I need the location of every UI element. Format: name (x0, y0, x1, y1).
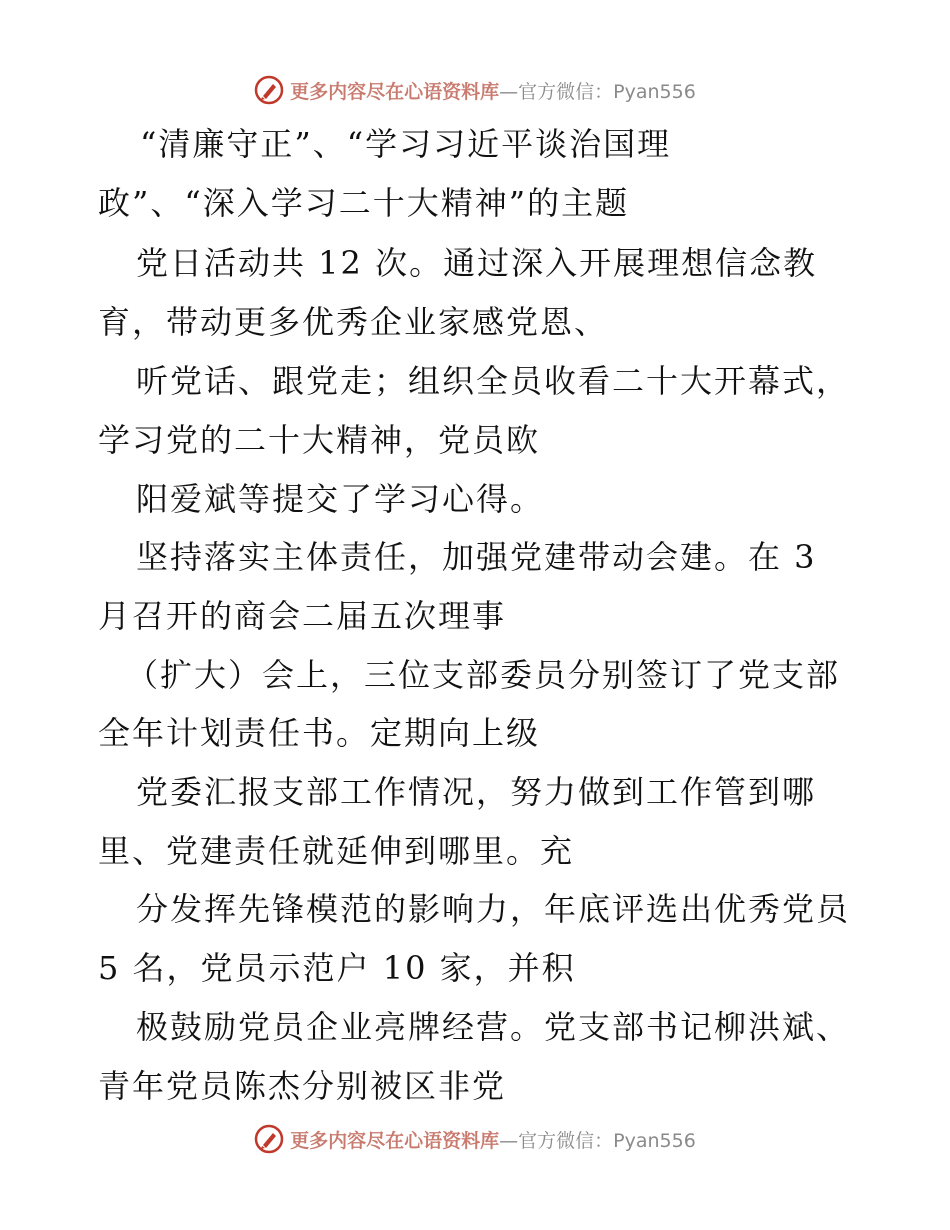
text-line: 育，带动更多优秀企业家感党恩、 (98, 303, 609, 341)
banner-site-text: 更多内容尽在心语资料库 (290, 1129, 500, 1152)
banner-wechat-text: —官方微信：Pyan556 (499, 1129, 696, 1152)
text-line: 党委汇报支部工作情况，努力做到工作管到哪 (136, 773, 817, 811)
text-line: 阳爱斌等提交了学习心得。 (136, 480, 545, 518)
text-line: 学习党的二十大精神，党员欧 (98, 421, 541, 459)
text-line: 听党话、跟党走；组织全员收看二十大开幕式， (136, 362, 851, 400)
banner-wechat-text: —官方微信：Pyan556 (499, 80, 696, 103)
pen-logo-icon (254, 1124, 284, 1154)
header-banner (0, 72, 950, 108)
text-line: （扩大）会上，三位支部委员分别签订了党支部 (126, 656, 841, 694)
banner-site-text: 更多内容尽在心语资料库 (290, 80, 500, 103)
text-line: 全年计划责任书。定期向上级 (98, 714, 541, 752)
text-line: 政”、“深入学习二十大精神”的主题 (98, 184, 630, 222)
text-line: “清廉守正”、“学习习近平谈治国理 (140, 125, 672, 163)
text-line: 青年党员陈杰分别被区非党 (98, 1067, 507, 1105)
pen-logo-icon (254, 75, 284, 105)
text-line: 极鼓励党员企业亮牌经营。党支部书记柳洪斌、 (136, 1008, 851, 1046)
text-line: 党日活动共 12 次。通过深入开展理想信念教 (136, 244, 818, 282)
text-line: 5 名，党员示范户 10 家，并积 (98, 949, 576, 987)
footer-banner (0, 1121, 950, 1157)
text-line: 坚持落实主体责任，加强党建带动会建。在 3 (136, 538, 817, 576)
text-line: 里、党建责任就延伸到哪里。充 (98, 832, 575, 870)
text-line: 月召开的商会二届五次理事 (98, 597, 507, 635)
text-line: 分发挥先锋模范的影响力，年底评选出优秀党员 (136, 890, 851, 928)
